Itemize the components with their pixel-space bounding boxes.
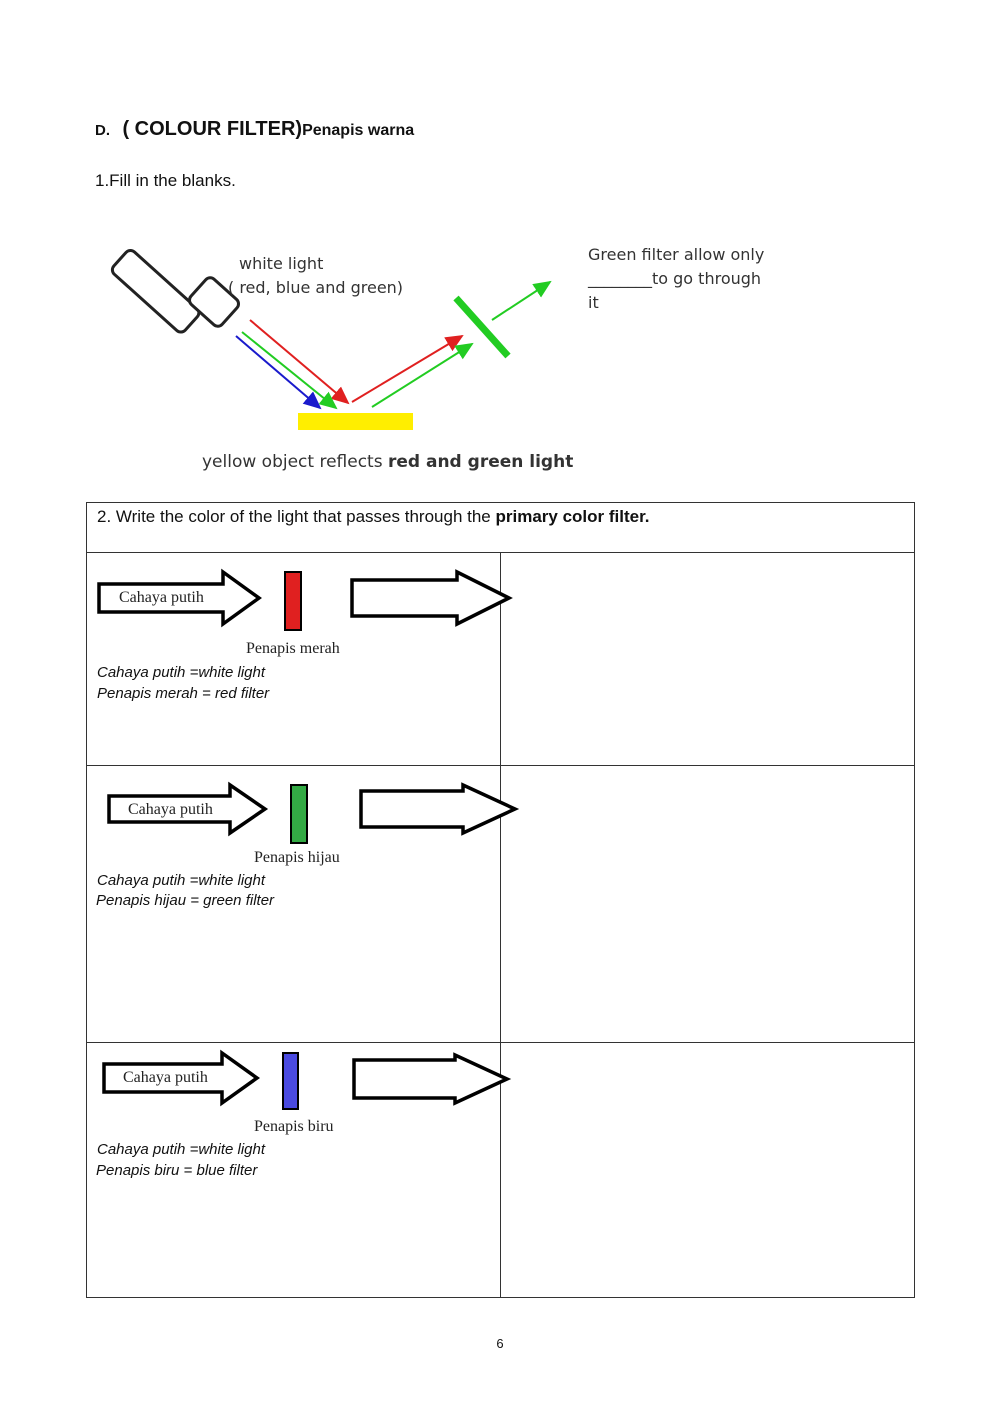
green-filter: [456, 298, 508, 356]
note-line2: Penapis merah = red filter: [97, 685, 270, 702]
note-line2: Penapis biru = blue filter: [96, 1162, 258, 1179]
blue-filter-icon: [283, 1053, 298, 1109]
reflected-green-ray: [372, 344, 472, 407]
question2-prompt: 2. Write the color of the light that passes through the primary color filter.: [87, 503, 915, 553]
filter-label: Penapis biru: [254, 1118, 334, 1135]
section-title: ( COLOUR FILTER): [122, 118, 303, 140]
section-heading: [95, 118, 414, 141]
note-line1: Cahaya putih =white light: [97, 872, 266, 889]
fill-blank[interactable]: ________: [588, 269, 652, 288]
filter-label: Penapis merah: [246, 640, 340, 657]
diagram-caption: yellow object reflects red and green light: [202, 452, 574, 472]
green-filter-icon: [291, 785, 307, 843]
question2-table: [86, 502, 915, 1298]
incident-green-ray: [242, 332, 336, 408]
white-light-label: white light: [239, 254, 324, 273]
transmitted-green-ray: [492, 282, 550, 320]
answer-cell-red[interactable]: [501, 553, 915, 766]
filter-statement-line2: ________to go through: [588, 269, 762, 288]
filter-statement-line1: Green filter allow only: [588, 245, 765, 264]
section-letter: D.: [95, 122, 110, 139]
question1-instruction: 1.Fill in the blanks.: [95, 171, 236, 190]
arrow-label: Cahaya putih: [119, 589, 204, 606]
reflection-diagram: [100, 210, 580, 440]
red-filter-icon: [285, 572, 301, 630]
torch-icon: [110, 248, 241, 335]
yellow-object: [298, 413, 413, 430]
note-line2: Penapis hijau = green filter: [96, 892, 275, 909]
filter-row-red: [87, 553, 501, 766]
page-number: 6: [496, 1336, 504, 1351]
reflected-red-ray: [352, 336, 462, 402]
answer-cell-blue[interactable]: [501, 1043, 915, 1298]
filter-label: Penapis hijau: [254, 849, 340, 866]
arrow-label: Cahaya putih: [128, 801, 213, 818]
arrow-label: Cahaya putih: [123, 1069, 208, 1086]
filter-row-blue: [87, 1043, 501, 1298]
output-arrow-icon: [352, 572, 509, 624]
output-arrow-icon: [354, 1055, 507, 1103]
output-arrow-icon: [361, 785, 515, 833]
incident-blue-ray: [236, 336, 320, 408]
answer-cell-green[interactable]: [501, 766, 915, 1043]
light-components-label: ( red, blue and green): [228, 278, 404, 297]
filter-statement-line3: it: [588, 293, 599, 312]
section-subtitle: Penapis warna: [302, 122, 415, 139]
note-line1: Cahaya putih =white light: [97, 664, 266, 681]
note-line1: Cahaya putih =white light: [97, 1141, 266, 1158]
filter-row-green: [87, 766, 501, 1043]
